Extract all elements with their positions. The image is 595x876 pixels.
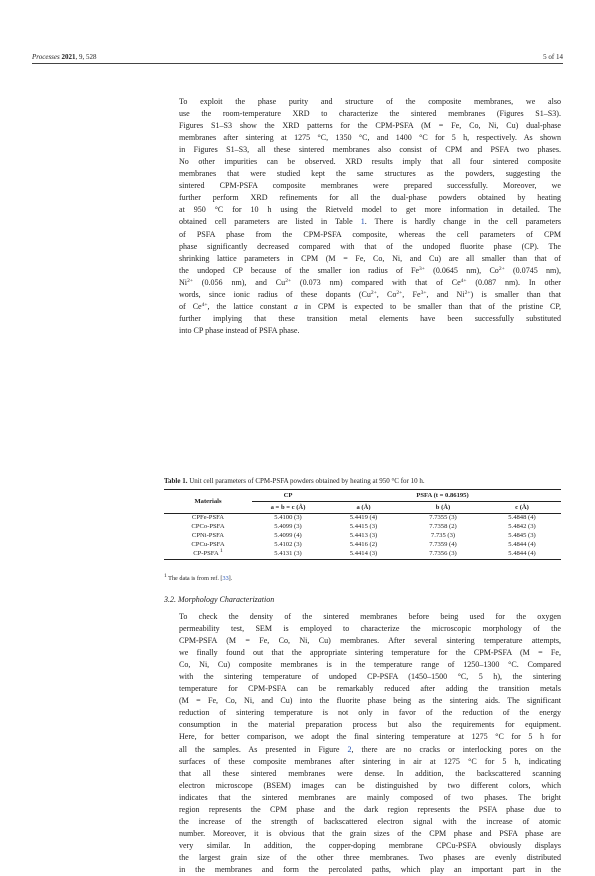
journal-name: Processes: [32, 53, 60, 61]
superscript: 3+: [420, 289, 427, 296]
text-line: use the room-temperature XRD to characterize the sintered membranes (Figures S1–S3).: [179, 109, 561, 119]
superscript: 3+: [419, 265, 425, 272]
cell-a: 5.4414 (3): [349, 549, 378, 557]
text-run: (0.073 nm) compared with that of Ce: [291, 277, 461, 287]
cell-c: 5.4844 (4): [508, 549, 536, 557]
text-line: into CP phase instead of PSFA phase.: [179, 325, 300, 335]
table-row: [164, 550, 561, 559]
page-header: [32, 0, 563, 60]
text-line: the increase of the strength of backscattered electron signal with the increase of atomic: [179, 816, 561, 826]
text-line: electron microscope (BSEM) images can be distinguished by two different colors, which: [179, 780, 561, 790]
text-line: membranes after sintering at 1275 °C, 1350 °C, and 1400 °C for 5 h, respectively. As shown: [179, 133, 561, 143]
text-run: (0.0645 nm), Co: [424, 265, 499, 275]
text-line: To check the density of the sintered membranes before being used for the oxygen: [179, 612, 561, 621]
text-line: [164, 216, 561, 228]
footnote-marker: 1: [220, 547, 223, 554]
text-run: , the lattice constant: [207, 301, 294, 311]
journal-citation: [32, 53, 96, 61]
cell-c: 5.4842 (3): [508, 522, 536, 530]
text-line: CPM-PSFA (M = Fe, Co, Ni, Cu) membranes. After several sintering temperature attempts,: [179, 636, 561, 646]
figure-2-link[interactable]: 2: [347, 744, 352, 754]
cell-material: CPCo-PSFA: [191, 522, 225, 530]
text-line: shrinking lattice parameters in CPM (M = Fe, Co, Ni, and Cu) are all smaller than that of: [179, 253, 561, 263]
text-line: No other impurities can be observed. XRD results imply that all four sintered composite: [179, 157, 561, 167]
text-line: consumption in the material preparation process but also the requirements for equipment.: [179, 720, 561, 730]
text-run: , Fe: [402, 289, 421, 299]
text-run: words, since ionic radius of these dopants (Cu: [179, 289, 371, 299]
paragraph-xrd: [164, 96, 561, 337]
text-line: membranes that were studied kept the same structures as the powders, suggesting the: [179, 169, 561, 179]
cell-b: 7.735 (3): [430, 531, 456, 539]
cell-a: 5.4413 (3): [349, 531, 378, 539]
footnote-text: The data is from ref. [: [166, 575, 223, 582]
cell-material: CPNi-PSFA: [191, 531, 225, 539]
reference-link[interactable]: 33: [222, 575, 229, 582]
text-line: region represents the CPM phase and the dark region represents the PSFA phase due to: [179, 804, 561, 814]
table-row: [164, 541, 561, 550]
text-line: [164, 289, 561, 301]
paragraph-morphology: [164, 611, 561, 876]
table-caption-text: Unit cell parameters of CPM-PSFA powders obtained by heating at 950 °C for 10 h.: [187, 477, 425, 485]
cell-material: [164, 547, 252, 559]
text-line: very similar. In addition, the copper-doping membrane CPCu-PSFA obviously displays: [179, 840, 561, 850]
table-row: [164, 523, 561, 532]
text-line: [164, 744, 561, 756]
text-line: Here, for better comparison, we adopt the final sintering temperature at 1275 °C for 5 h for: [179, 732, 561, 742]
text-line: further perform XRD refinements for all the dual-phase powders obtained by heating: [179, 193, 561, 203]
text-run: (0.087 nm). In other: [466, 277, 561, 287]
table-caption: [164, 477, 425, 485]
cell-cp: 5.4102 (3): [274, 540, 302, 548]
text-line: indicates that the sintered membranes are mainly composed of two phases. The bright: [179, 792, 561, 802]
col-header-cp-abc: a = b = c (Å): [270, 504, 306, 511]
text-line: of PSFA phase from the CPM-PSFA composite, whereas the cell parameters of CPM: [179, 229, 561, 239]
body-text-1: [164, 96, 561, 337]
table-1-link[interactable]: 1: [360, 217, 365, 227]
text-run: , and Ni: [426, 289, 465, 299]
table-row: [164, 532, 561, 541]
italic-variable: a: [293, 301, 298, 311]
text-run: of Ce: [179, 301, 202, 311]
text-line: [164, 301, 561, 313]
text-line: [164, 277, 561, 289]
text-run: in CPM is expected to be smaller than that of the pristine CP,: [297, 301, 561, 311]
journal-year: 2021: [61, 53, 76, 61]
journal-volume-pages: , 9, 528: [75, 53, 97, 61]
cell-cp: 5.4131 (3): [274, 549, 302, 557]
cell-cp: 5.4099 (4): [274, 531, 302, 539]
text-run: , there are no cracks or interlocking pores on the: [351, 744, 562, 754]
cell-b: 7.7355 (3): [429, 514, 457, 521]
text-line: that all these sintered membranes were dense. In addition, the backscattered scanning: [179, 768, 561, 778]
cell-a: 5.4419 (4): [349, 514, 378, 521]
superscript: 4+: [460, 277, 467, 284]
text-line: surfaces of these composite membranes after sintering in air at 1275 °C for 5 h, indicating: [179, 756, 561, 766]
text-line: To exploit the phase purity and structure of the composite membranes, we also: [179, 97, 561, 106]
cell-c: 5.4848 (4): [508, 514, 536, 521]
text-line: at 950 °C for 10 h using the Rietveld model to get more information in detailed. The: [179, 205, 561, 215]
text-run: obtained cell parameters are listed in Table: [179, 217, 361, 227]
superscript: 2+: [187, 277, 193, 284]
text-line: reduction of sintering temperature is not only in favor of the reduction of the energy: [179, 708, 561, 718]
text-line: (M = Fe, Co, Ni, and Cu) into the fluorite phase being as the sintering aids. The significant: [179, 696, 561, 706]
text-line: sintered CPM-PSFA composite membranes were prepared successfully. Moreover, we: [179, 181, 561, 191]
text-line: in the membranes and form the percolated paths, which play an important part in the: [179, 864, 561, 874]
table-row: [164, 514, 561, 523]
cell-b: 7.7359 (4): [429, 540, 457, 548]
section-heading: 3.2. Morphology Characterization: [164, 595, 275, 604]
text-line: the largest grain size of the other three membranes. Two phases are evenly distributed: [179, 852, 561, 862]
text-line: we finally found out that the appropriate sintering temperature for the CPM-PSFA (M = Fe,: [179, 648, 561, 658]
col-header-c: c (Å): [515, 504, 529, 511]
text-run: (0.0745 nm),: [504, 265, 561, 275]
text-run: . There is hardly change in the cell parameters: [364, 217, 562, 227]
footnote-text: ].: [228, 575, 233, 582]
footnote-marker: 1: [164, 573, 167, 579]
cell-cp: 5.4099 (3): [274, 522, 302, 530]
header-rule: [32, 63, 563, 64]
superscript: 2+: [285, 277, 292, 284]
text-run: (0.056 nm), and Cu: [192, 277, 286, 287]
cell-c: 5.4844 (4): [508, 540, 536, 548]
superscript: 4+: [201, 301, 208, 308]
text-line: [164, 265, 561, 277]
col-group-psfa: PSFA (t = 0.86195): [324, 490, 561, 502]
text-line: Co, Ni, Cu) composite membranes is in the temperature range of 1250–1300 °C. Compared: [179, 660, 561, 670]
text-run: Ni: [179, 277, 188, 287]
table-footnote: [164, 575, 232, 582]
col-header-a: a (Å): [356, 504, 371, 511]
cell-material: CPCu-PSFA: [191, 540, 225, 548]
cell-a: 5.4416 (2): [349, 540, 378, 548]
cell-c: 5.4845 (3): [508, 531, 536, 539]
cell-a: 5.4415 (3): [349, 522, 378, 530]
material-name: CP-PSFA: [193, 549, 219, 557]
cell-b: 7.7358 (2): [429, 522, 457, 530]
col-header-materials: Materials: [164, 490, 252, 514]
text-line: phase significantly decreased compared with that of the undoped fluorite phase (CP). The: [179, 241, 561, 251]
text-run: all the samples. As presented in Figure: [179, 744, 348, 754]
text-line: further implying that these transition metal elements have been successfully substituted: [179, 313, 561, 323]
page-number: 5 of 14: [543, 53, 563, 61]
col-group-cp: CP: [252, 490, 324, 502]
cell-material: CPFe-PSFA: [191, 514, 225, 521]
cell-b: 7.7356 (3): [429, 549, 457, 557]
cell-parameters-table: [164, 489, 561, 560]
superscript: 2+: [370, 289, 377, 296]
text-run: the undoped CP because of the smaller ion radius of Fe: [179, 265, 420, 275]
text-line: temperature for CPM-PSFA can be remarkably reduced after adding the transition metals: [179, 684, 561, 694]
col-header-b: b (Å): [435, 504, 451, 511]
text-line: permeability test, SEM is employed to characterize the microscopic morphology of the: [179, 624, 561, 634]
text-line: with the sintering temperature of undoped CP-PSFA (1450–1500 °C, 5 h), the sintering: [179, 672, 561, 682]
text-line: number. Moreover, it is obvious that the grain sizes of the CPM phase and PSFA phase are: [179, 828, 561, 838]
text-line: Figures S1–S3 show the XRD patterns for the CPM-PSFA (M = Fe, Co, Ni, Cu) dual-phase: [179, 121, 561, 131]
text-line: in Figures S1–S3, all these sintered membranes also consist of CPM and PSFA two phases.: [179, 145, 561, 155]
cell-cp: 5.4100 (3): [274, 514, 302, 521]
text-run: ) is smaller than that: [470, 289, 562, 299]
superscript: 2+: [464, 289, 471, 296]
superscript: 2+: [396, 289, 403, 296]
table-label: Table 1.: [164, 477, 188, 485]
body-text-2: [164, 611, 561, 876]
superscript: 2+: [498, 265, 505, 272]
text-run: , Co: [376, 289, 397, 299]
